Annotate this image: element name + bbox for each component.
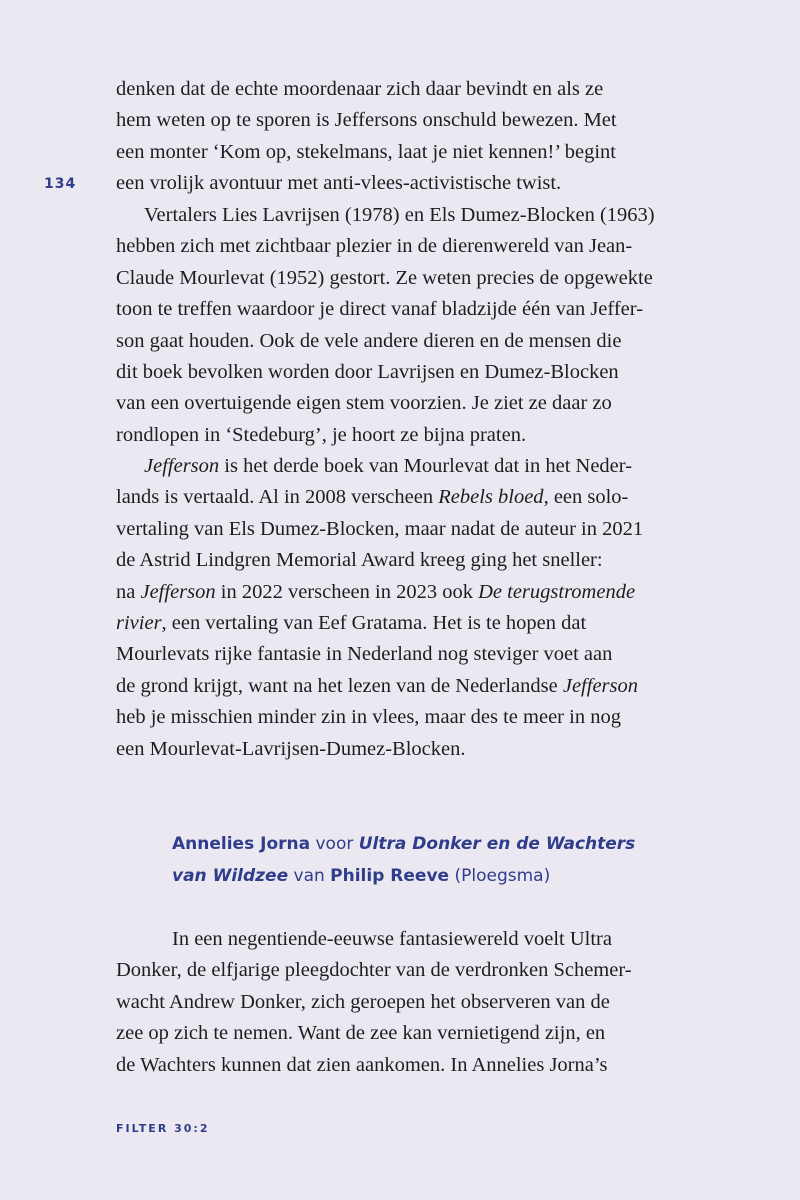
- text-line: denken dat de echte moordenaar zich daar bevindt en als ze: [116, 78, 604, 100]
- text-line: wacht Andrew Donker, zich geroepen het observeren van de: [116, 990, 610, 1013]
- paragraph-4: [116, 924, 696, 1081]
- text-line: een Mourlevat-Lavrijsen-Dumez-Blocken.: [116, 737, 466, 760]
- book-title: van Wildzee: [172, 866, 289, 886]
- text-line: van een overtuigende eigen stem voorzien. Je ziet ze daar zo: [116, 392, 612, 415]
- text-line: de Wachters kunnen dat zien aankomen. In Annelies Jorna’s: [116, 1053, 608, 1076]
- paragraph-1: [116, 74, 696, 200]
- book-title: De terugstromende: [478, 580, 636, 603]
- text-line: vertaling van Els Dumez-Blocken, maar nadat de auteur in 2021: [116, 517, 644, 540]
- text-line: de Astrid Lindgren Memorial Award kreeg ging het sneller:: [116, 549, 603, 572]
- page-number: 134: [44, 176, 77, 192]
- review-header-line: [172, 828, 732, 860]
- book-title: Jefferson: [140, 580, 216, 603]
- text-span: na: [116, 580, 141, 603]
- text-span: de grond krijgt, want na het lezen van de Nederlandse: [116, 674, 563, 697]
- book-title: Jefferson: [562, 674, 639, 697]
- text-line: een vrolijk avontuur met anti-vlees-activistische twist.: [116, 172, 562, 195]
- book-title: Rebels bloed: [438, 486, 544, 509]
- text-line: In een negentiende-eeuwse fantasiewereld voelt Ultra: [172, 928, 612, 950]
- book-title: rivier: [116, 611, 162, 634]
- footer-journal-issue: FILTER 30:2: [116, 1122, 210, 1135]
- text-line: rondlopen in ‘Stedeburg’, je hoort ze bijna praten.: [116, 423, 527, 446]
- text-line: heb je misschien minder zin in vlees, maar des te meer in nog: [116, 706, 621, 729]
- publisher: (Ploegsma): [449, 866, 551, 886]
- text-line: [116, 482, 696, 513]
- text-line: Donker, de elfjarige pleegdochter van de verdronken Schemer-: [116, 959, 632, 982]
- text-line: Vertalers Lies Lavrijsen (1978) en Els Dumez-Blocken (1963): [144, 204, 655, 226]
- text-line: [116, 608, 696, 639]
- book-title: Jefferson: [144, 455, 220, 477]
- text-span: is het derde boek van Mourlevat dat in het Neder-: [219, 455, 633, 477]
- text-line: hem weten op te sporen is Jeffersons onschuld bewezen. Met: [116, 109, 617, 132]
- connector-van: van: [288, 866, 331, 886]
- text-line: son gaat houden. Ook de vele andere dieren en de mensen die: [116, 329, 622, 352]
- author-name: Philip Reeve: [330, 866, 450, 886]
- text-line: een monter ‘Kom op, stekelmans, laat je niet kennen!’ begint: [116, 140, 616, 163]
- review-header: [172, 828, 732, 892]
- paragraph-2: [116, 200, 696, 451]
- text-span: in 2022 verscheen in 2023 ook: [215, 580, 479, 603]
- text-line: Claude Mourlevat (1952) gestort. Ze weten precies de opgewekte: [116, 266, 653, 289]
- text-span: , een solo-: [543, 486, 629, 509]
- text-line: zee op zich te nemen. Want de zee kan vernietigend zijn, en: [116, 1022, 606, 1045]
- text-span: lands is vertaald. Al in 2008 verscheen: [116, 486, 439, 509]
- paragraph-3: [116, 451, 696, 765]
- text-line: [116, 451, 696, 482]
- text-span: , een vertaling van Eef Gratama. Het is te hopen dat: [161, 611, 587, 634]
- text-line: hebben zich met zichtbaar plezier in de dierenwereld van Jean-: [116, 235, 633, 258]
- text-line: toon te treffen waardoor je direct vanaf bladzijde één van Jeffer-: [116, 298, 644, 321]
- book-title: Ultra Donker en de Wachters: [358, 834, 636, 854]
- review-header-line: [172, 860, 732, 892]
- text-line: [116, 671, 696, 702]
- text-line: [116, 577, 696, 608]
- text-line: dit boek bevolken worden door Lavrijsen en Dumez-Blocken: [116, 360, 619, 383]
- translator-name: Annelies Jorna: [172, 834, 311, 854]
- connector-voor: voor: [310, 834, 359, 854]
- text-line: Mourlevats rijke fantasie in Nederland nog steviger voet aan: [116, 643, 613, 666]
